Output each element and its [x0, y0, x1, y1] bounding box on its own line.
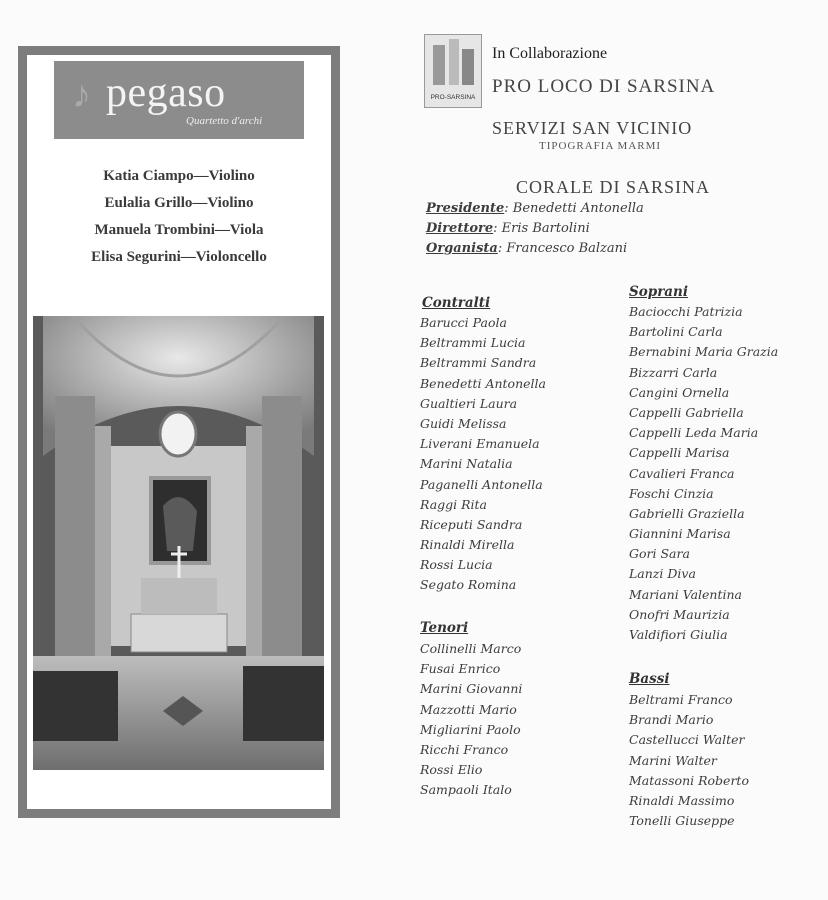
list-item: Mariani Valentina — [629, 586, 743, 602]
list-item: Rinaldi Mirella — [420, 537, 515, 553]
list-item: Cavalieri Franca — [629, 465, 735, 481]
role-label: Organista — [426, 241, 498, 256]
list-item: Rossi Elio — [420, 762, 483, 778]
list-item: Lanzi Diva — [629, 566, 696, 582]
list-item: Valdifiori Giulia — [629, 627, 728, 642]
list-item: Liverani Emanuela — [420, 436, 540, 452]
list-item: Marini Walter — [629, 752, 717, 768]
logo-caption: PRO-SARSINA — [430, 94, 476, 101]
servizi-title: SERVIZI SAN VICINIO — [492, 118, 693, 138]
list-item: Baciocchi Patrizia — [629, 304, 743, 319]
member-line: Katia Ciampo—Violino — [103, 168, 255, 184]
list-item: Guidi Melissa — [420, 415, 507, 431]
list-item: Beltrammi Lucia — [420, 335, 526, 351]
role-presidente — [426, 201, 644, 216]
list-item: Foschi Cinzia — [629, 485, 714, 501]
list-item: Collinelli Marco — [420, 641, 522, 656]
tenori-list — [420, 639, 522, 801]
list-item: Migliarini Paolo — [420, 721, 521, 737]
member-line: Eulalia Grillo—Violino — [104, 195, 254, 211]
pro-loco-logo — [424, 34, 482, 108]
list-item: Paganelli Antonella — [420, 476, 543, 492]
list-item: Rossi Lucia — [420, 557, 493, 573]
pro-loco-title: PRO LOCO DI SARSINA — [492, 76, 716, 97]
list-item: Gabrielli Graziella — [629, 505, 745, 521]
list-item: Giannini Marisa — [629, 526, 731, 542]
role-value: : Eris Bartolini — [493, 221, 590, 236]
list-item: Fusai Enrico — [420, 661, 501, 677]
contralti-heading: Contralti — [422, 295, 491, 311]
list-item: Marini Natalia — [420, 456, 513, 472]
member-line: Elisa Segurini—Violoncello — [91, 249, 267, 265]
quartet-members — [27, 163, 331, 271]
member-line: Manuela Trombini—Viola — [94, 222, 264, 238]
flyer-panel — [27, 55, 331, 809]
collaboration-heading: In Collaborazione — [492, 45, 608, 62]
list-item: Benedetti Antonella — [420, 375, 546, 391]
list-item: Mazzotti Mario — [420, 701, 517, 717]
town-emblem-icon — [425, 35, 481, 107]
list-item: Bartolini Carla — [629, 324, 723, 340]
concert-flyer — [18, 46, 340, 818]
list-item: Ricchi Franco — [420, 741, 509, 757]
list-item: Barucci Paola — [420, 315, 507, 330]
list-item: Segato Romina — [420, 577, 517, 593]
list-item: Gualtieri Laura — [420, 395, 518, 411]
list-item: Brandi Mario — [629, 712, 714, 728]
list-item: Tonelli Giuseppe — [629, 813, 735, 829]
list-item: Bernabini Maria Grazia — [629, 344, 779, 360]
church-interior-photo — [33, 316, 324, 770]
contralti-list — [420, 313, 546, 596]
logo-word: pegaso — [106, 70, 226, 116]
list-item: Cangini Ornella — [629, 384, 730, 400]
list-item: Matassoni Roberto — [629, 772, 749, 788]
role-value: : Francesco Balzani — [497, 241, 628, 256]
music-note-icon: ♪ — [72, 74, 91, 116]
list-item: Gori Sara — [629, 546, 690, 562]
soprani-list — [629, 302, 778, 645]
role-label: Presidente — [426, 201, 505, 216]
role-direttore — [426, 221, 590, 236]
list-item: Sampaoli Italo — [420, 782, 512, 798]
logo-subtitle: Quartetto d'archi — [186, 115, 263, 127]
list-item: Beltrammi Sandra — [420, 355, 537, 371]
list-item: Bizzarri Carla — [629, 364, 718, 380]
tipografia-subtitle: TIPOGRAFIA MARMI — [539, 140, 662, 152]
list-item: Castellucci Walter — [629, 732, 745, 748]
list-item: Onofri Maurizia — [629, 606, 730, 622]
tenori-heading: Tenori — [420, 620, 469, 636]
church-interior-illustration — [33, 316, 324, 770]
list-item: Rinaldi Massimo — [629, 792, 735, 808]
list-item: Beltrami Franco — [629, 692, 733, 707]
list-item: Raggi Rita — [420, 496, 488, 512]
role-organista — [426, 241, 627, 256]
bassi-heading: Bassi — [629, 671, 670, 687]
list-item: Marini Giovanni — [420, 681, 523, 697]
list-item: Cappelli Gabriella — [629, 404, 744, 420]
pegaso-logo — [54, 61, 304, 139]
corale-title: CORALE DI SARSINA — [516, 177, 711, 197]
list-item: Cappelli Marisa — [629, 445, 730, 461]
soprani-heading: Soprani — [629, 284, 688, 300]
list-item: Cappelli Leda Maria — [629, 425, 759, 441]
role-value: : Benedetti Antonella — [504, 201, 644, 216]
list-item: Riceputi Sandra — [420, 516, 523, 532]
role-label: Direttore — [426, 221, 494, 236]
bassi-list — [629, 690, 749, 831]
